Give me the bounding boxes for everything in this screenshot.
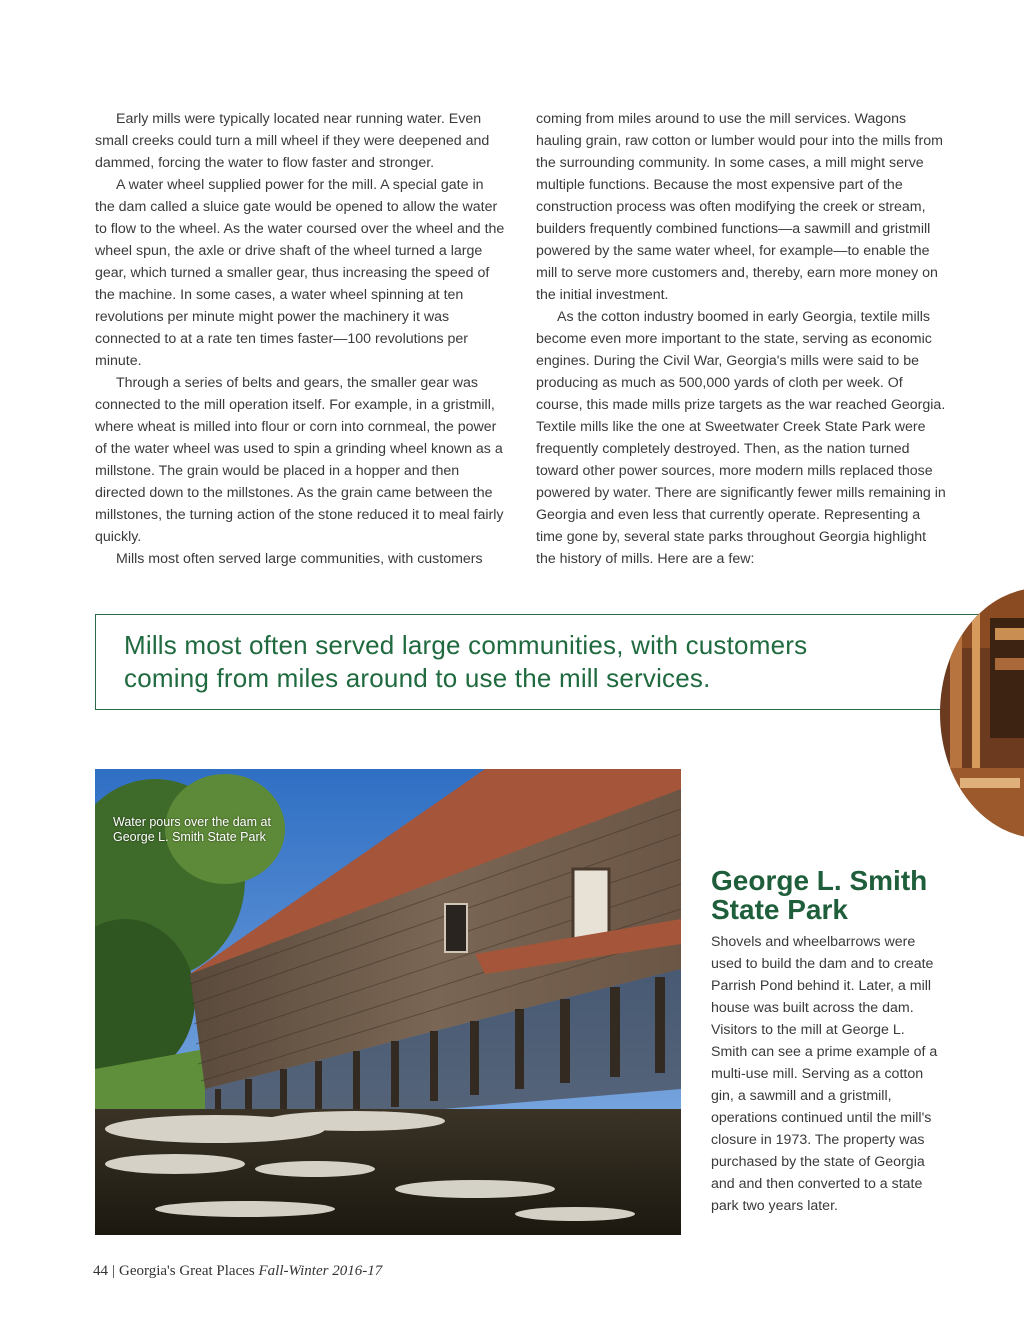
- page-number: 44: [93, 1263, 108, 1279]
- footer-separator: |: [112, 1263, 116, 1279]
- sidebar-title: George L. Smith State Park: [711, 865, 928, 925]
- pull-quote-text: Mills most often served large communities, with customers coming from miles around to use the mill services.: [124, 630, 808, 693]
- paragraph: Early mills were typically located near running water. Even small creeks could turn a mill wheel if they were deepened and dammed, forcing the water to flow faster and stronger.: [95, 111, 490, 171]
- left-text-column: [95, 108, 505, 570]
- right-text-column: [536, 108, 946, 570]
- pull-quote-box: [95, 614, 995, 710]
- issue-name: Fall-Winter 2016-17: [258, 1263, 383, 1279]
- paragraph: coming from miles around to use the mill services. Wagons hauling grain, raw cotton or lumber would pour into the mills from the surrounding community. In some cases, a mill might serve multiple functions. Because the most expensive part of the construction process was often modifying the creek or stream, builders frequently combined functions—a sawmill and gristmill powered by the same water wheel, for example—to enable the mill to serve more customers and, thereby, earn more money on the initial investment.: [536, 111, 943, 303]
- page-footer: [93, 1263, 382, 1280]
- paragraph: Through a series of belts and gears, the smaller gear was connected to the mill operation itself. For example, in a gristmill, where wheat is milled into flour or corn into cornmeal, the power of the water wheel was used to spin a grinding wheel known as a millstone. The grain would be placed in a hopper and then directed down to the millstones. As the grain came between the millstones, the turning action of the stone reduced it to meal fairly quickly.: [95, 375, 504, 545]
- sidebar-paragraph: Shovels and wheelbarrows were used to build the dam and to create Parrish Pond behind it. Later, a mill house was built across the dam. Visitors to the mill at George L. Smith can see a prime example of a multi-use mill. Serving as a cotton gin, a sawmill and a gristmill, operations continued until the mill's closure in 1973. The property was purchased by the state of Georgia and and then converted to a state park two years later.: [711, 934, 938, 1214]
- photo-caption: Water pours over the dam at George L. Smith State Park: [113, 815, 271, 844]
- publication-name: Georgia's Great Places: [119, 1263, 255, 1279]
- paragraph: A water wheel supplied power for the mill. A special gate in the dam called a sluice gate would be opened to allow the water to flow to the wheel. As the water coursed over the wheel and the wheel spun, the axle or drive shaft of the wheel turned a large gear, which turned a smaller gear, thus increasing the speed of the machine. In some cases, a water wheel spinning at ten revolutions per minute might power the machinery it was connected to at a rate ten times faster—100 revolutions per minute.: [95, 177, 505, 369]
- paragraph: As the cotton industry boomed in early Georgia, textile mills become even more important to the state, serving as economic engines. During the Civil War, Georgia's mills were said to be producing as much as 500,000 yards of cloth per week. Of course, this made mills prize targets as the war reached Georgia. Textile mills like the one at Sweetwater Creek State Park were frequently completely destroyed. Then, as the nation turned toward other power sources, more modern mills replaced those powered by water. There are significantly fewer mills remaining in Georgia and even less that currently operate. Representing a time gone by, several state parks throughout Georgia highlight the history of mills. Here are a few:: [536, 309, 946, 567]
- paragraph: Mills most often served large communities, with customers: [116, 551, 483, 567]
- sidebar-body: [711, 931, 941, 1217]
